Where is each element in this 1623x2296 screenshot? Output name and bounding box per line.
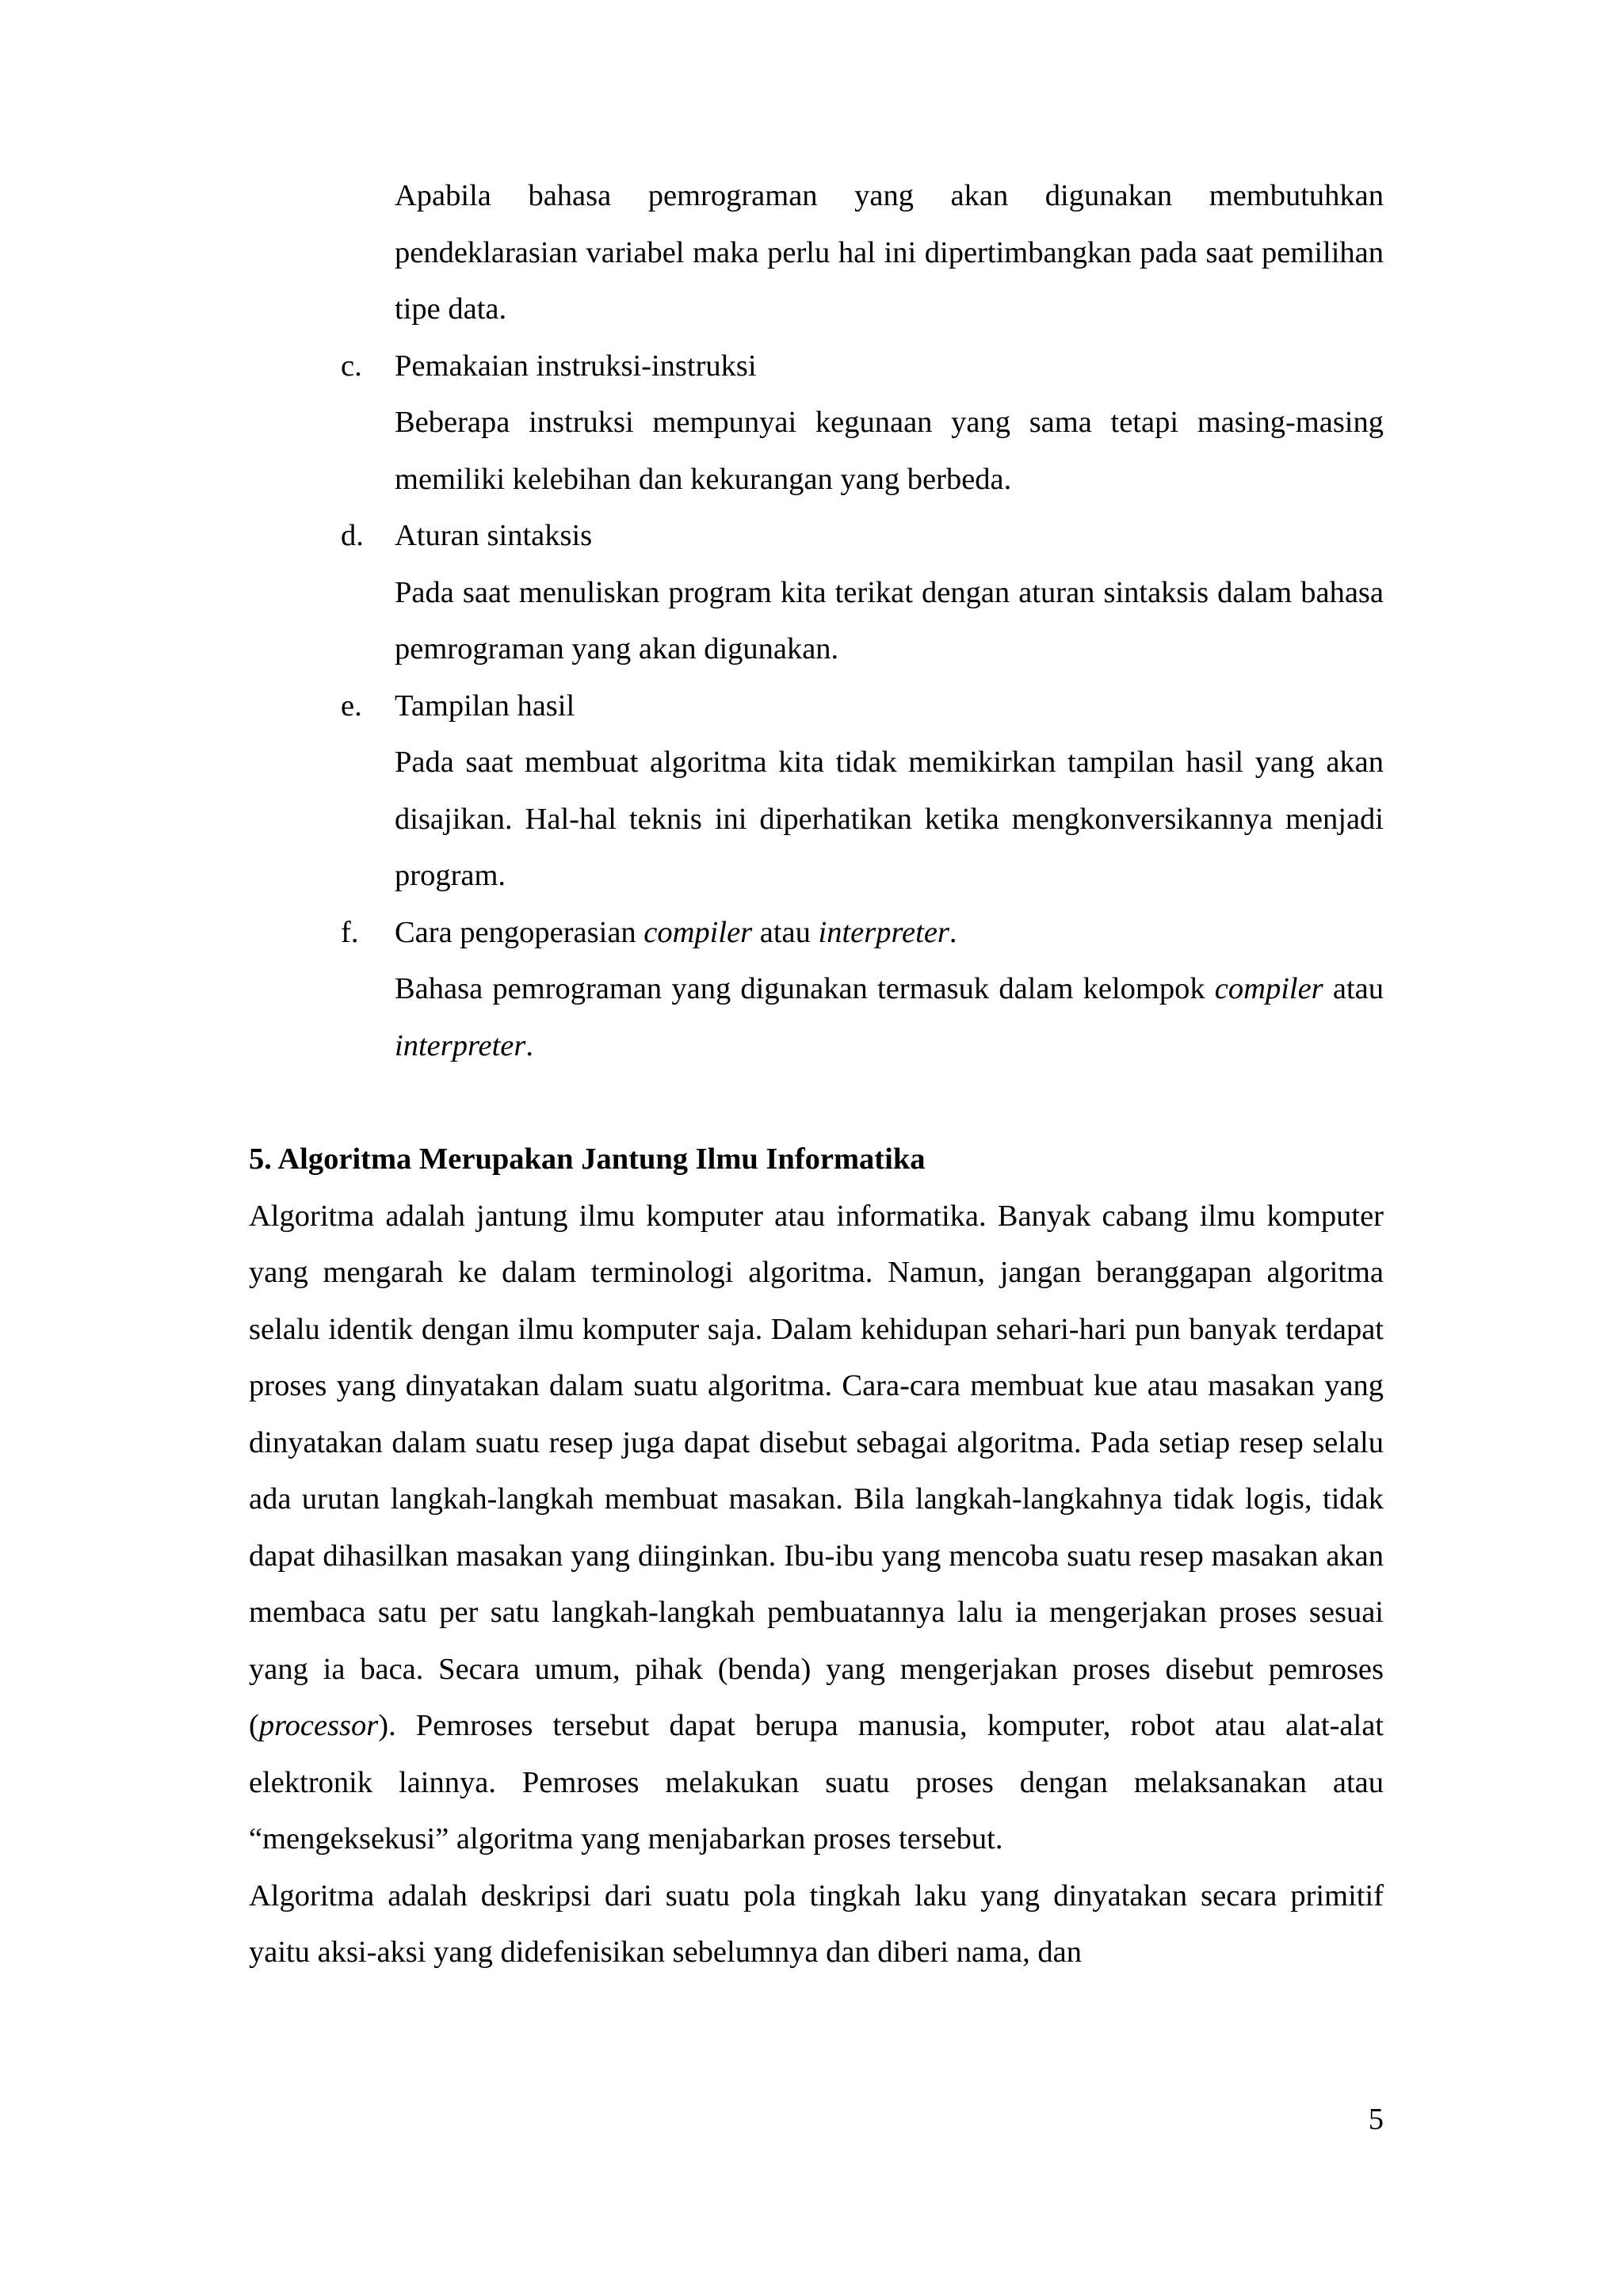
title-text: Cara pengoperasian — [395, 915, 644, 949]
body-text: . — [525, 1028, 533, 1062]
section-paragraph: Algoritma adalah deskripsi dari suatu pola tingkah laku yang dinyatakan secara primitif yaitu aksi-aksi yang didefenisikan sebelumnya dan diberi nama, dan — [249, 1878, 1384, 1969]
compiler-term: compiler — [1214, 972, 1323, 1005]
list-item-body — [395, 961, 1384, 1074]
intro-paragraph: Apabila bahasa pemrograman yang akan digunakan membutuhkan pendeklarasian variabel maka perlu hal ini dipertimbangkan pada saat pemilihan tipe data. — [395, 179, 1384, 326]
considerations-list — [249, 338, 1384, 1075]
list-item-d — [249, 508, 1384, 678]
title-text: atau — [752, 915, 819, 949]
page-number: 5 — [1368, 2103, 1384, 2136]
compiler-term: compiler — [643, 915, 753, 949]
paragraph-text: ). Pemroses tersebut dapat berupa manusia, komputer, robot atau alat-alat elektronik lainnya. Pemroses melakukan suatu proses dengan melaksanakan atau “mengeksekusi” algoritma yang menjabarkan proses tersebut. — [249, 1709, 1384, 1855]
list-item-body: Pada saat menuliskan program kita terikat dengan aturan sintaksis dalam bahasa pemrograman yang akan digunakan. — [395, 575, 1384, 666]
list-item-title: Pemakaian instruksi-instruksi — [395, 349, 757, 383]
section-heading: 5. Algoritma Merupakan Jantung Ilmu Informatika — [249, 1142, 926, 1176]
body-text: atau — [1323, 972, 1384, 1005]
list-item-letter: e. — [341, 688, 362, 723]
page-content — [249, 168, 1384, 1981]
interpreter-term: interpreter — [818, 915, 949, 949]
interpreter-term: interpreter — [395, 1028, 526, 1062]
list-item-e — [249, 678, 1384, 905]
list-item-letter: c. — [341, 349, 362, 383]
list-item-letter: d. — [341, 519, 364, 552]
title-text: . — [949, 915, 957, 949]
list-item-f — [249, 905, 1384, 1075]
paragraph-text: Algoritma adalah jantung ilmu komputer atau informatika. Banyak cabang ilmu komputer yang mengarah ke dalam terminologi algoritma. Namun, jangan beranggapan algoritma selalu identik dengan ilmu komputer saja. Dalam kehidupan sehari-hari pun banyak terdapat proses yang dinyatakan dalam suatu algoritma. Cara-cara membuat kue atau masakan yang dinyatakan dalam suatu resep juga dapat disebut sebagai algoritma. Pada setiap resep selalu ada urutan langkah-langkah membuat masakan. Bila langkah-langkahnya tidak logis, tidak dapat dihasilkan masakan yang diinginkan. Ibu-ibu yang mencoba suatu resep masakan akan membaca satu per satu langkah-langkah pembuatannya lalu ia mengerjakan proses sesuai yang ia baca. Secara umum, pihak (benda) yang mengerjakan proses disebut pemroses ( — [249, 1199, 1384, 1742]
section-paragraph — [249, 1188, 1384, 1868]
list-item-title: Aturan sintaksis — [395, 519, 593, 552]
list-item-title: Tampilan hasil — [395, 688, 575, 723]
list-item-c — [249, 338, 1384, 509]
list-item-body: Beberapa instruksi mempunyai kegunaan yang sama tetapi masing-masing memiliki kelebihan dan kekurangan yang berbeda. — [395, 406, 1384, 496]
body-text: Bahasa pemrograman yang digunakan termasuk dalam kelompok — [395, 972, 1215, 1005]
list-item-body: Pada saat membuat algoritma kita tidak memikirkan tampilan hasil yang akan disajikan. Hal-hal teknis ini diperhatikan ketika mengkonversikannya menjadi program. — [395, 746, 1384, 892]
list-item-letter: f. — [341, 915, 359, 949]
processor-term: processor — [258, 1709, 379, 1742]
list-item-title — [395, 905, 1384, 962]
